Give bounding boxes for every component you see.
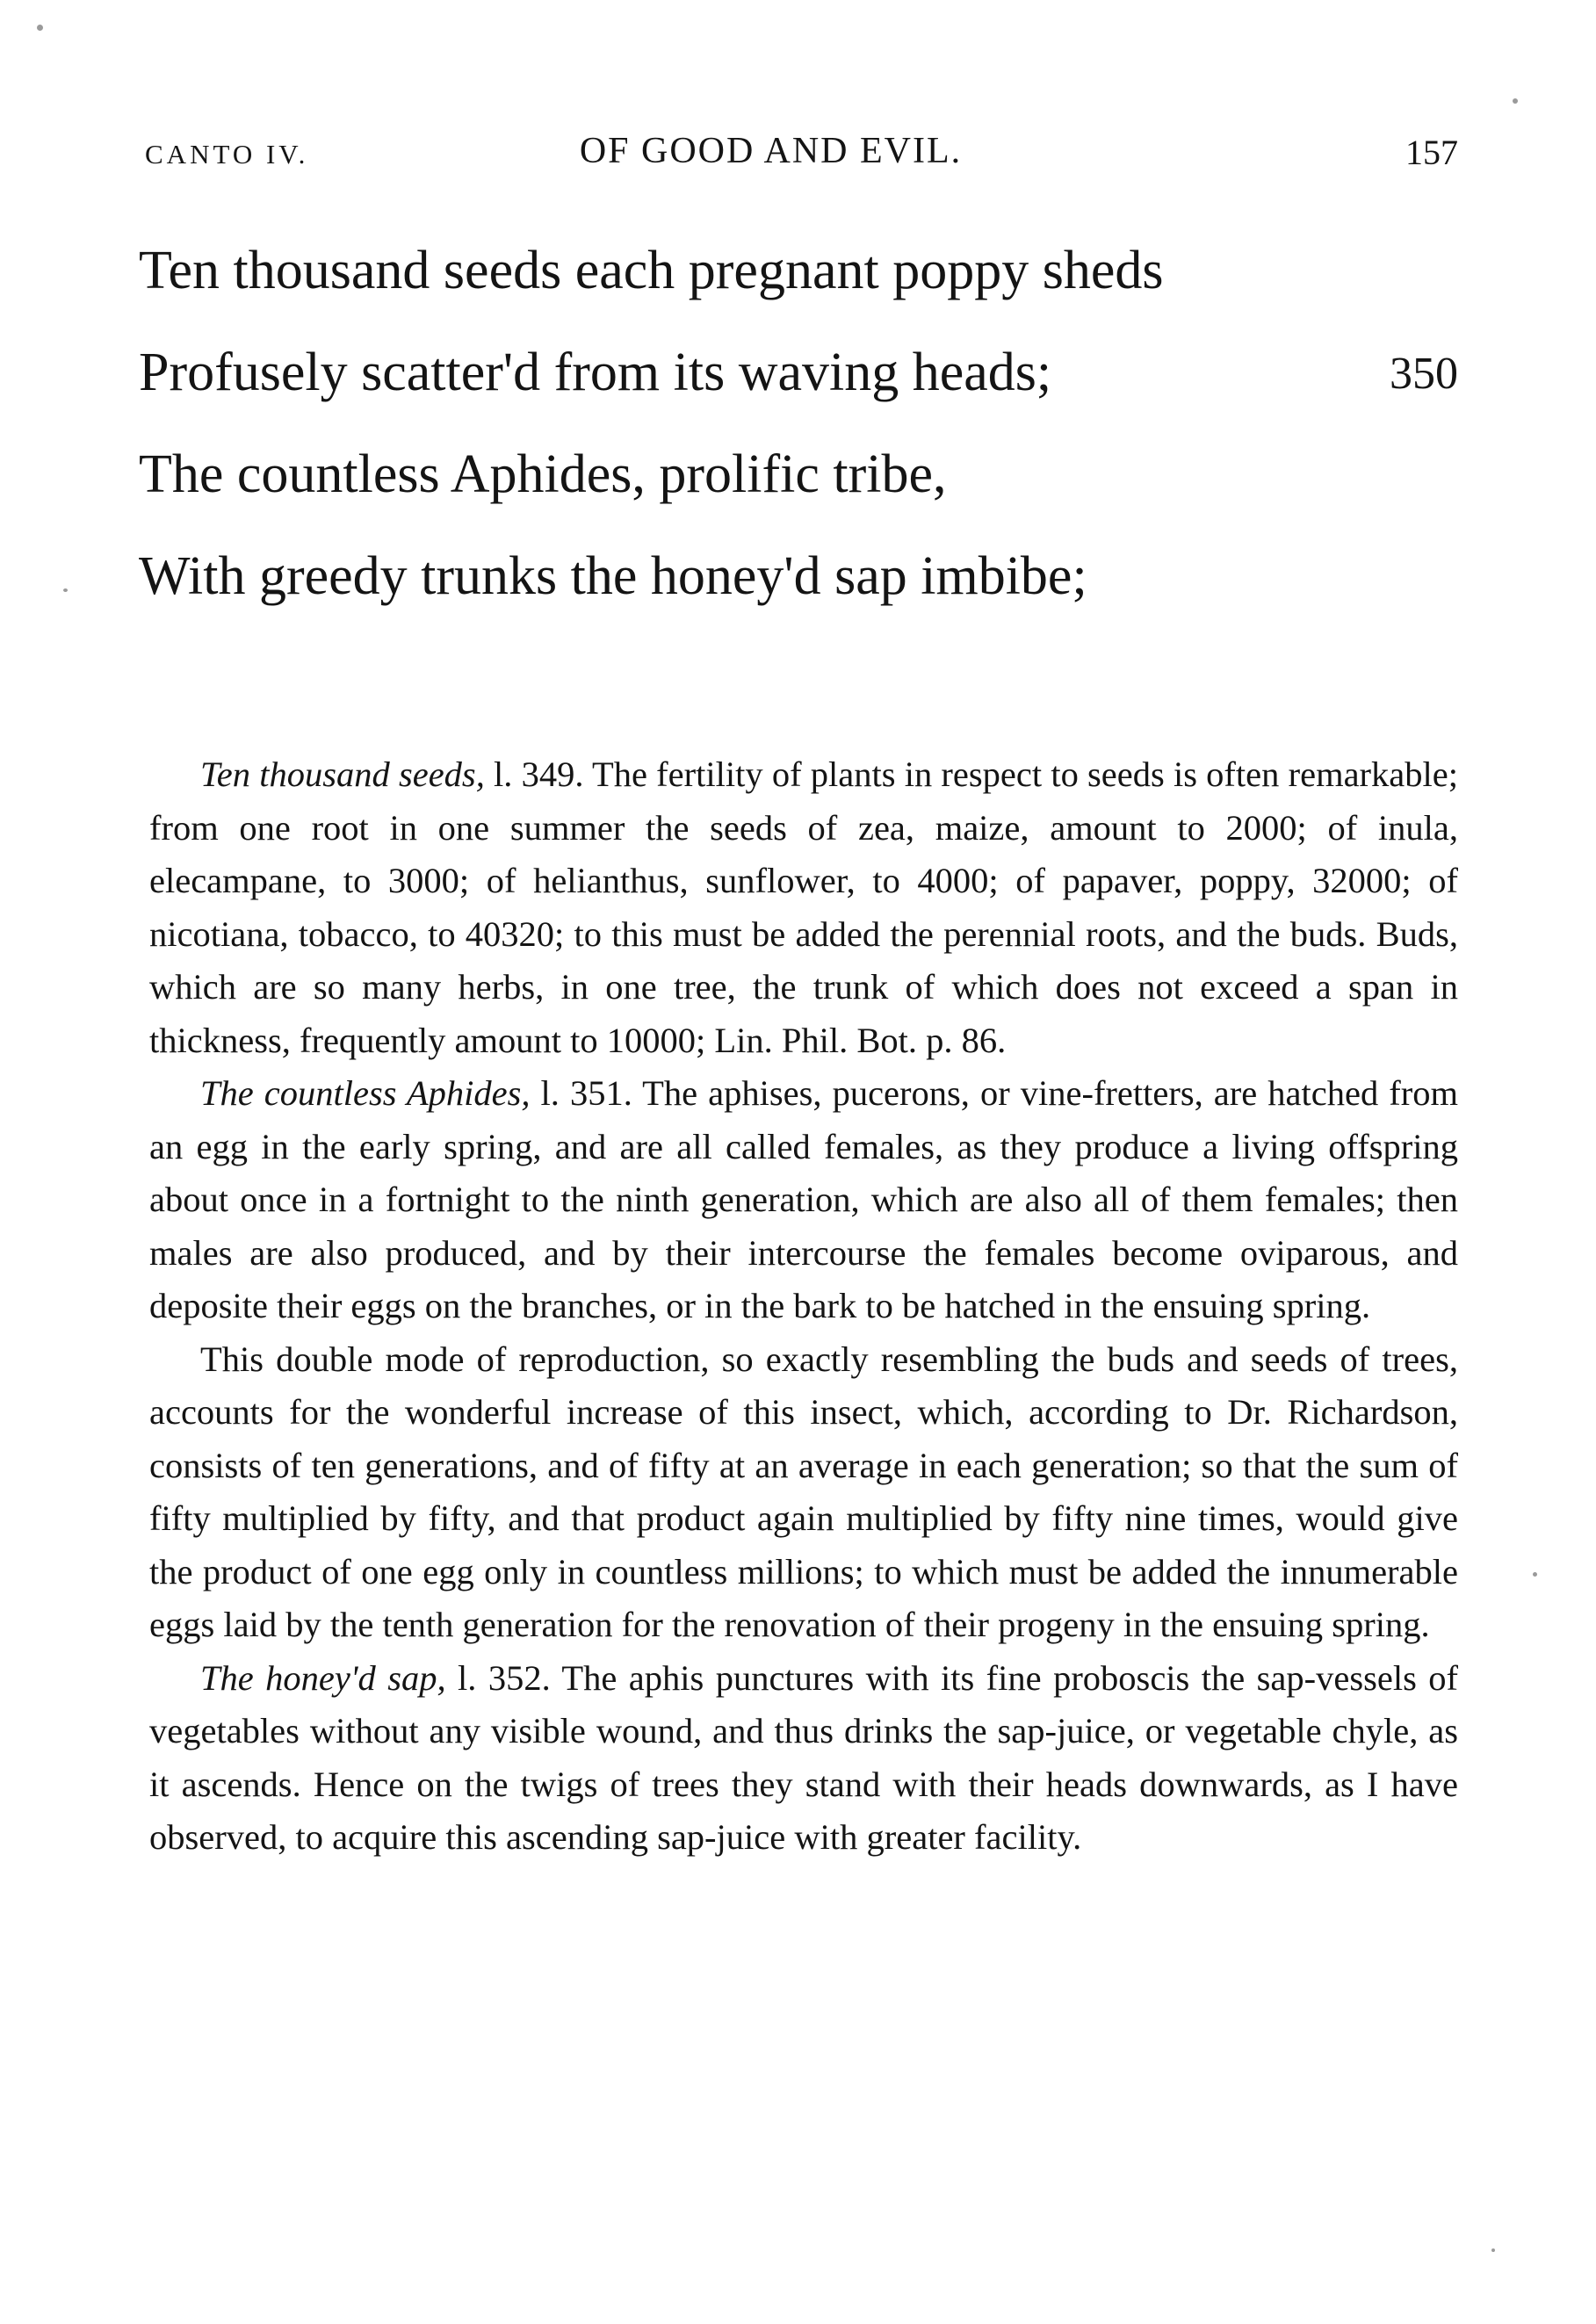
note-honeyd-sap bbox=[149, 1652, 1458, 1865]
canto-label: CANTO IV. bbox=[145, 139, 309, 170]
note-lemma: Ten thousand seeds, bbox=[200, 754, 485, 794]
verse-line bbox=[139, 235, 1458, 337]
running-head bbox=[145, 130, 1458, 174]
scan-speck bbox=[1513, 98, 1518, 104]
page-title: OF GOOD AND EVIL. bbox=[579, 131, 963, 171]
verse-line-number: 350 bbox=[1390, 349, 1458, 399]
verse-line-text: Profusely scatter'd from its waving heads; bbox=[139, 343, 1052, 402]
note-reproduction bbox=[149, 1333, 1458, 1652]
note-text: l. 349. The fertility of plants in respect to seeds is often remarkable; from one root in one summer the seeds of zea, maize, amount to 2000; of inula, elecampane, to 3000; of helianthus, sunflower, to 4000; of papaver, poppy, 32000; of nicotiana, tobacco, to 40320; to this must be added the perennial roots, and the buds. Buds, which are so many herbs, in one tree, the trunk of which does not exceed a span in thickness, frequently amount to 10000; Lin. Phil. Bot. p. 86. bbox=[149, 754, 1458, 1060]
scan-speck bbox=[37, 25, 43, 31]
note-lemma: The honey'd sap, bbox=[200, 1657, 446, 1698]
verse-line bbox=[139, 541, 1458, 643]
scan-speck bbox=[63, 588, 68, 592]
verse-line-text: With greedy trunks the honey'd sap imbibe; bbox=[139, 546, 1087, 606]
note-seeds bbox=[149, 748, 1458, 1067]
note-text: l. 351. The aphises, pucerons, or vine-fretters, are hatched from an egg in the early spring, and are all called females, as they produce a living offspring about once in a fortnight to the ninth generation, which are also all of them females; then males are also produced, and by their intercourse the females become oviparous, and deposite their eggs on the branches, or in the bark to be hatched in the ensuing spring. bbox=[149, 1073, 1458, 1325]
verse-line-text: Ten thousand seeds each pregnant poppy sheds bbox=[139, 241, 1164, 300]
verse-line-text: The countless Aphides, prolific tribe, bbox=[139, 444, 947, 504]
scan-speck bbox=[1491, 2248, 1495, 2252]
note-text: l. 352. The aphis punctures with its fine proboscis the sap-vessels of vegetables without any visible wound, and thus drinks the sap-juice, or vegetable chyle, as it ascends. Hence on the twigs of trees they stand with their heads downwards, as I have observed, to acquire this ascending sap-juice with greater facility. bbox=[149, 1657, 1459, 1857]
page-number: 157 bbox=[1405, 133, 1458, 172]
note-lemma: The countless Aphides, bbox=[200, 1073, 531, 1113]
footnotes bbox=[149, 748, 1458, 1865]
note-text: This double mode of reproduction, so exactly resembling the buds and seeds of trees, accounts for the wonderful increase of this insect, which, according to Dr. Richardson, consists of ten generations, and of fifty at an average in each generation; so that the sum of fifty multiplied by fifty, and that product again multiplied by fifty nine times, would give the product of one egg only in countless millions; to which must be added the innumerable eggs laid by the tenth generation for the renovation of their progeny in the ensuing spring. bbox=[149, 1339, 1458, 1644]
verse-line bbox=[139, 439, 1458, 541]
scan-speck bbox=[1533, 1572, 1537, 1577]
verse-line bbox=[139, 337, 1458, 439]
note-aphides bbox=[149, 1067, 1458, 1333]
verse-block bbox=[139, 235, 1458, 643]
